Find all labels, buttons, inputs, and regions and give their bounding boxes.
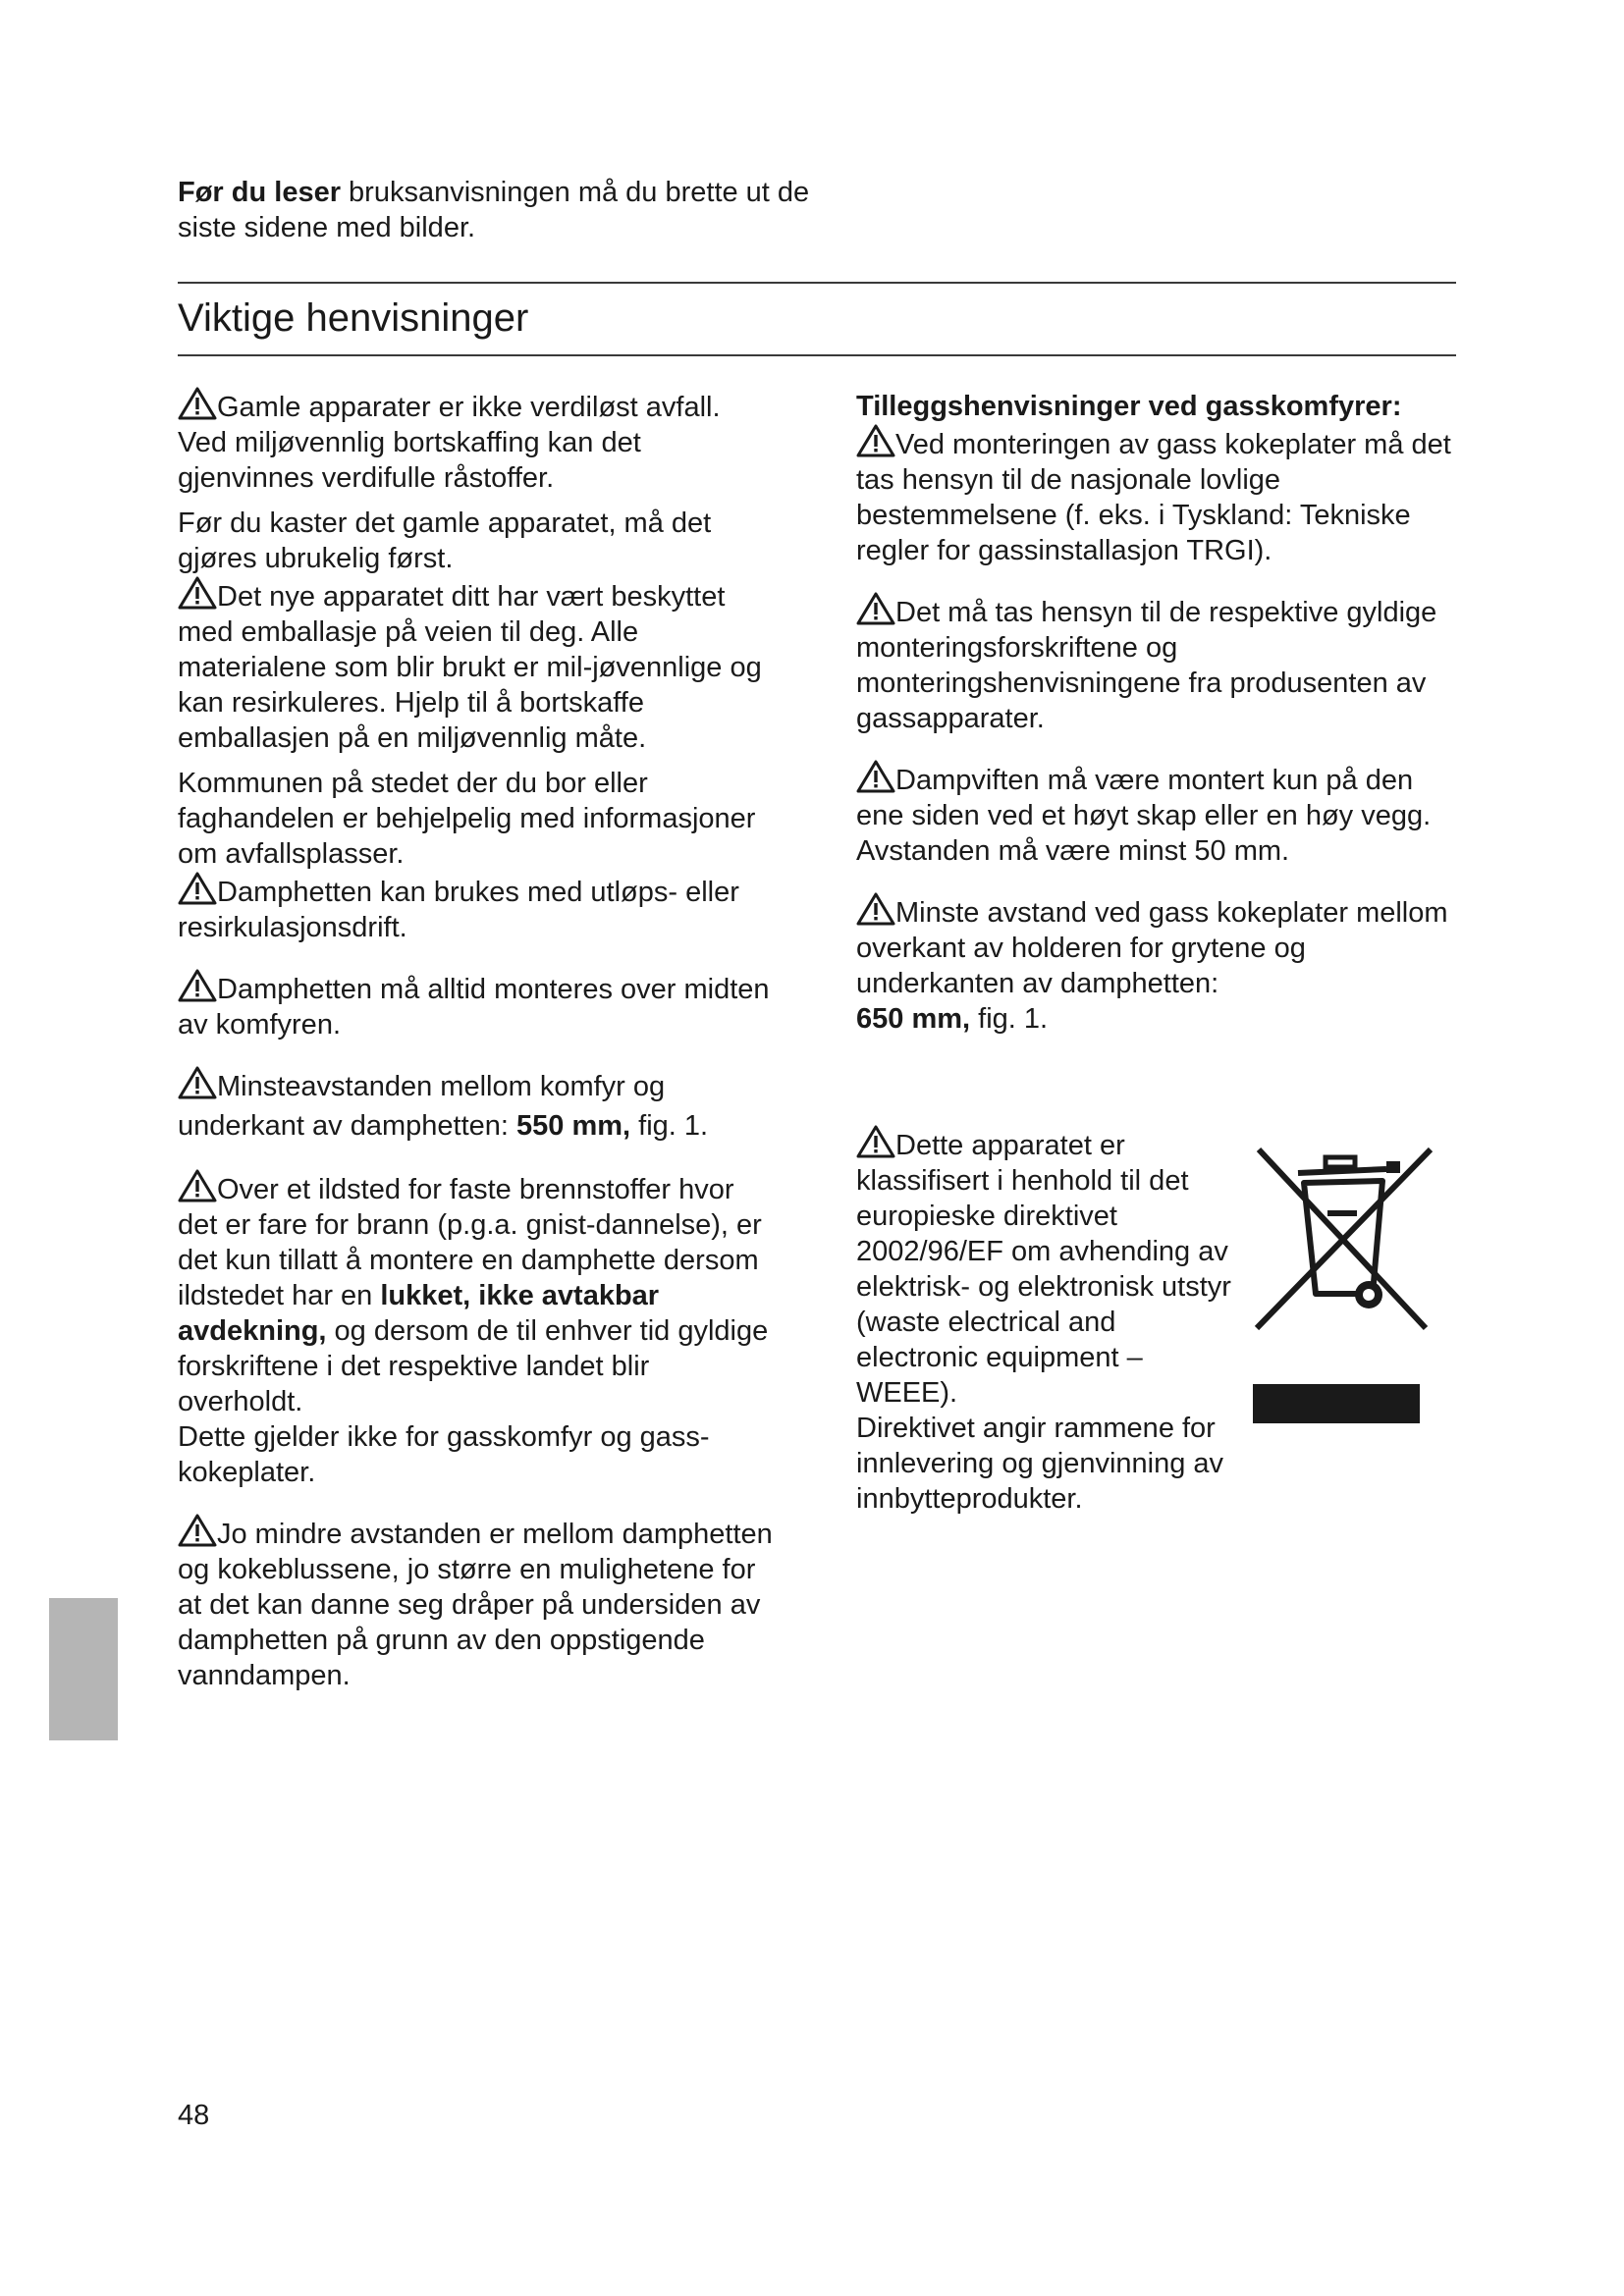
left-p2: Før du kaster det gamle apparatet, må det gjøres ubrukelig først. <box>178 507 712 574</box>
left-p5: Damphetten kan brukes med utløps- eller resirkulasjonsdrift. <box>178 877 739 943</box>
warning-triangle-icon <box>856 760 895 793</box>
notice-old-appliances <box>178 387 777 496</box>
right-column <box>856 389 1457 1060</box>
warning-triangle-icon <box>178 387 217 420</box>
warning-triangle-icon <box>178 576 217 610</box>
left-p8-extra: Dette gjelder ikke for gasskomfyr og gass-kokeplater. <box>178 1421 710 1488</box>
weee-p2: Direktivet angir rammene for innlevering og gjenvinning av innbytteprodukter. <box>856 1413 1224 1515</box>
left-p6: Damphetten må alltid monteres over midten av komfyren. <box>178 974 770 1041</box>
warning-triangle-icon <box>856 424 895 457</box>
left-p7-pre: Minsteavstanden mellom komfyr og underkant av damphetten: <box>178 1071 666 1142</box>
right-heading: Tilleggshenvisninger ved gasskomfyrer: <box>856 391 1402 422</box>
warning-triangle-icon <box>856 592 895 625</box>
weee-black-bar <box>1253 1384 1420 1423</box>
left-p7-bold: 550 mm, <box>516 1110 631 1142</box>
notice-gas-min-distance <box>856 892 1457 1037</box>
intro-text <box>178 175 865 245</box>
warning-triangle-icon <box>856 892 895 926</box>
left-p7-post: fig. 1. <box>630 1110 709 1142</box>
left-p8-bold: lukket, ikke avtakbar avdekning, <box>178 1280 660 1347</box>
left-p8-pre: Over et ildsted for faste brennstoffer hvor det er fare for brann (p.g.a. gnist-dannelse), er det kun tillatt å montere en damphette dersom ildstedet har en <box>178 1174 762 1311</box>
crossed-out-wheelie-bin-icon <box>1239 1132 1445 1348</box>
warning-triangle-icon <box>178 1066 217 1099</box>
left-p3: Det nye apparatet ditt har vært beskyttet med emballasje på veien til deg. Alle materialene som blir brukt er mil-jøvennlige og kan resirkuleres. Hjelp til å bortskaffe emballasjen på en miljøvennlig måte. <box>178 581 762 754</box>
warning-triangle-icon <box>178 1514 217 1547</box>
right-p4: Minste avstand ved gass kokeplater mellom overkant av holderen for grytene og underkanten av damphetten: <box>856 897 1448 999</box>
notice-operation-mode <box>178 872 777 945</box>
left-p4: Kommunen på stedet der du bor eller faghandelen er behjelpelig med informasjoner om avfallsplasser. <box>178 768 756 870</box>
section-title: Viktige henvisninger <box>178 296 529 340</box>
notice-min-distance <box>178 1066 777 1146</box>
notice-condensation <box>178 1514 777 1693</box>
intro-bold: Før du leser <box>178 177 341 208</box>
weee-p1: Dette apparatet er klassifisert i henhold til det europieske direktivet 2002/96/EF om avhending av elektrisk- og elektronisk utstyr (waste electrical and electronic equipment – WEEE). <box>856 1130 1231 1409</box>
notice-packaging <box>178 576 777 756</box>
notice-solid-fuel <box>178 1169 777 1490</box>
right-p4-post: fig. 1. <box>970 1003 1049 1035</box>
page-number: 48 <box>178 2100 210 2131</box>
language-tab-marker <box>49 1598 118 1740</box>
section-rule-top <box>178 282 1456 284</box>
section-rule-bottom <box>178 354 1456 356</box>
right-p2: Det må tas hensyn til de respektive gyldige monteringsforskriftene og monteringshenvisningene fra produsenten av gassapparater. <box>856 597 1437 734</box>
left-p1: Gamle apparater er ikke verdiløst avfall. Ved miljøvennlig bortskaffing kan det gjenvinnes verdifulle råstoffer. <box>178 392 721 494</box>
right-p4-bold: 650 mm, <box>856 1003 971 1035</box>
warning-triangle-icon <box>178 1169 217 1202</box>
notice-mount-center <box>178 969 777 1042</box>
left-p8-post: og dersom de til enhver tid gyldige forskriftene i det respektive landet blir overholdt. <box>178 1315 769 1417</box>
left-p9: Jo mindre avstanden er mellom damphetten og kokeblussene, jo større en mulighetene for at det kan danne seg dråper på undersiden av damphetten på grunn av den oppstigende vanndampen. <box>178 1519 773 1691</box>
notice-gas-manufacturer <box>856 592 1457 736</box>
right-p1: Ved monteringen av gass kokeplater må det tas hensyn til de nasjonale lovlige bestemmelsene (f. eks. i Tyskland: Tekniske regler for gassinstallasjon TRGI). <box>856 429 1451 566</box>
left-column <box>178 387 777 1717</box>
notice-wall-cabinet <box>856 760 1457 869</box>
intro-rest: bruksanvisningen må du brette ut de siste sidene med bilder. <box>178 177 810 243</box>
warning-triangle-icon <box>856 1125 895 1158</box>
weee-text-1 <box>856 1125 1239 1411</box>
notice-gas-regulations <box>856 424 1457 568</box>
warning-triangle-icon <box>178 969 217 1002</box>
right-p3: Dampviften må være montert kun på den ene siden ved et høyt skap eller en høy vegg. Avstanden må være minst 50 mm. <box>856 765 1432 867</box>
warning-triangle-icon <box>178 872 217 905</box>
